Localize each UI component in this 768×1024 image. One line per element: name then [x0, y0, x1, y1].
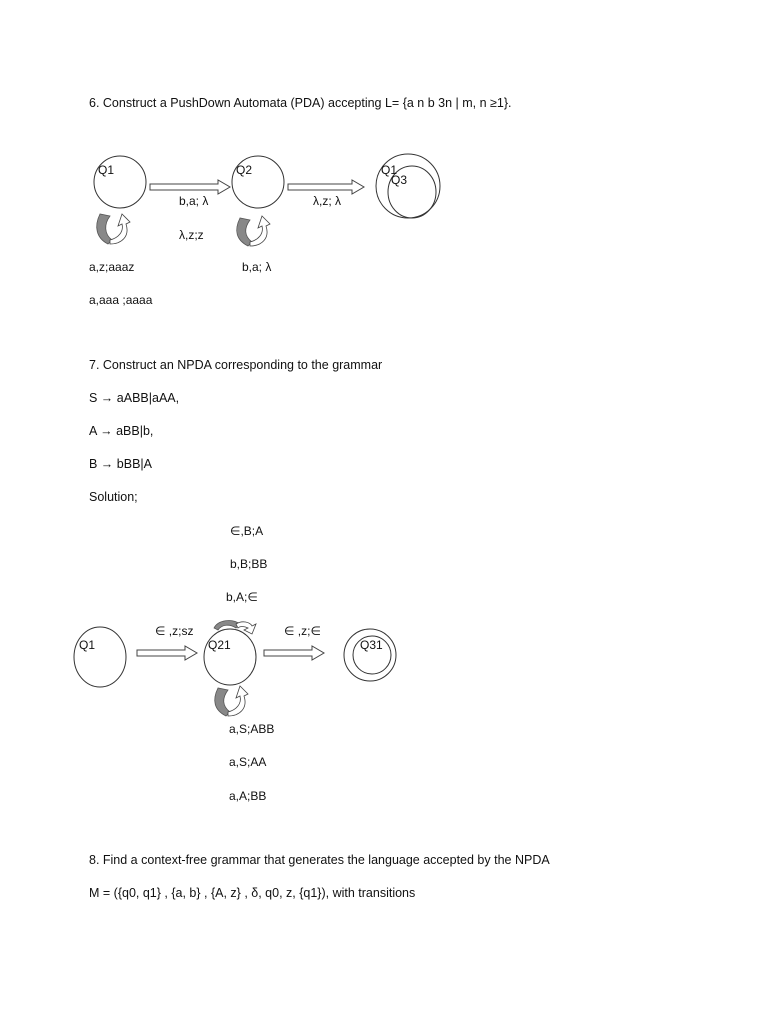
upper-loop-arrow: [236, 622, 256, 634]
edge-label-q1-q21: ∈ ,z;sz: [155, 624, 194, 638]
state-label-q31: Q31: [360, 638, 383, 652]
state-label-q2: Q2: [236, 163, 253, 177]
lower-loop-label-1: a,S;ABB: [229, 722, 275, 736]
state-label-q1-npda: Q1: [79, 638, 96, 652]
note-1: a,z;aaaz: [89, 260, 135, 274]
loop-label-q2: b,a; λ: [242, 260, 272, 274]
q6-heading: 6. Construct a PushDown Automata (PDA) accepting L= {a n b 3n | m, n ≥1}.: [89, 96, 512, 110]
upper-loop-label-3: b,A;∈: [226, 590, 258, 604]
lower-loop-label-2: a,S;AA: [229, 755, 267, 769]
grammar-rule-b: B → bBB|A: [89, 457, 152, 471]
state-label-q21: Q21: [208, 638, 231, 652]
state-label-q1-overlap: Q1: [381, 163, 398, 177]
loop-label-lambda: λ,z;z: [179, 228, 204, 242]
transition-arrow-q21-q31: [264, 646, 324, 660]
q8-heading: 8. Find a context-free grammar that generates the language accepted by the NPDA: [89, 853, 550, 867]
q8-definition: M = ({q0, q1} , {a, b} , {A, z} , δ, q0, z, {q1}), with transitions: [89, 886, 416, 900]
lower-loop-label-3: a,A;BB: [229, 789, 267, 803]
accept-state-q31-outer: [344, 629, 396, 681]
state-label-q3: Q3: [391, 173, 408, 187]
grammar-rule-s: S → aABB|aAA,: [89, 391, 180, 405]
upper-loop-label-2: b,B;BB: [230, 557, 268, 571]
edge-label-q1-q2: b,a; λ: [179, 194, 209, 208]
transition-arrow-q1-q21: [137, 646, 197, 660]
solution-label: Solution;: [89, 490, 138, 504]
upper-loop-label-1: ∈,B;A: [230, 524, 264, 538]
state-label-q1: Q1: [98, 163, 115, 177]
note-2: a,aaa ;aaaa: [89, 293, 153, 307]
grammar-rule-a: A → aBB|b,: [89, 424, 154, 438]
q7-heading: 7. Construct an NPDA corresponding to the grammar: [89, 358, 383, 372]
edge-label-q21-q31: ∈ ,z;∈: [284, 624, 321, 638]
edge-label-q2-q3: λ,z; λ: [313, 194, 342, 208]
state-circle-q1-npda: [74, 627, 126, 687]
upper-loop-shaded: [214, 621, 240, 630]
lower-loop-arrow: [228, 686, 248, 716]
